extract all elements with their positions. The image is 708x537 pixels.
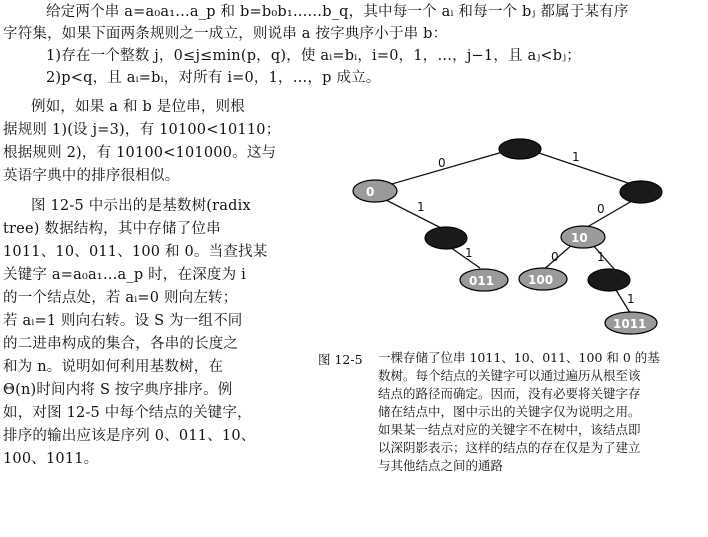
node-key-0: 0 — [366, 185, 375, 199]
edge-label-1: 1 — [597, 250, 605, 264]
left-text-line: 根据规则 2)，有 10100<101000。这与 — [3, 145, 277, 161]
caption-line: 结点的路径而确定。因而，没有必要将关键字存 — [378, 386, 641, 401]
caption-line: 一棵存储了位串 1011、10、011、100 和 0 的基 — [378, 350, 660, 365]
intro-line-2: 字符集，如果下面两条规则之一成立，则说串 a 按字典序小于串 b： — [3, 26, 448, 42]
left-text-line: 如，对图 12-5 中每个结点的关键字， — [3, 405, 252, 421]
left-text-line: 的一个结点处，若 aᵢ=0 则向左转； — [3, 290, 238, 306]
left-text-line: 100、1011。 — [3, 451, 99, 467]
caption-line: 如果某一结点对应的关键字不在树中，该结点即 — [378, 422, 641, 437]
node-key-011: 011 — [469, 274, 495, 288]
radix-tree-figure — [330, 130, 700, 340]
tree-node-0 — [353, 180, 397, 202]
left-text-line: tree) 数据结构，其中存储了位串 — [3, 221, 221, 237]
left-text-line: 1011、10、011、100 和 0。当查找某 — [3, 244, 268, 260]
left-text-line: 排序的输出应该是序列 0、011、10、 — [3, 428, 256, 444]
caption-line: 以深阴影表示；这样的结点的存在仅是为了建立 — [378, 440, 641, 455]
edge-label-1: 1 — [417, 200, 425, 214]
tree-node-1 — [620, 181, 662, 203]
left-text-line: 例如，如果 a 和 b 是位串，则根 — [31, 99, 245, 115]
edge-label-0: 0 — [551, 250, 559, 264]
left-text-line: Θ(n)时间内将 S 按字典序排序。例 — [3, 382, 233, 398]
tree-node-root — [499, 139, 541, 159]
left-text-line: 英语字典中的排序很相似。 — [3, 168, 180, 184]
left-text-line: 据规则 1)(设 j=3)，有 10100<10110； — [3, 122, 281, 138]
tree-edge — [527, 149, 637, 186]
node-key-100: 100 — [528, 273, 554, 287]
edge-label-1: 1 — [572, 150, 580, 164]
tree-node-01 — [425, 227, 467, 249]
caption-line: 与其他结点之间的通路 — [378, 458, 504, 473]
edge-label-1: 1 — [627, 292, 635, 306]
intro-line-1: 给定两个串 a=a₀a₁…a_p 和 b=b₀b₁……b_q，其中每一个 aᵢ 和每一个 bⱼ 都属于某有序 — [46, 4, 629, 20]
left-text-line: 关键字 a=a₀a₁…a_p 时，在深度为 i — [3, 267, 246, 283]
tree-edge — [378, 196, 445, 230]
rule-1: 1)存在一个整数 j，0≤j≤min(p，q)，使 aᵢ=bᵢ，i=0，1，…，j−1，且 aⱼ<bⱼ； — [46, 48, 581, 64]
tree-edge — [582, 198, 637, 230]
left-text-line: 和为 n。说明如何利用基数树，在 — [3, 359, 224, 375]
caption-line: 储在结点中，图中示出的关键字仅为说明之用。 — [378, 404, 641, 419]
figure-caption — [378, 349, 700, 475]
left-text-line: 的二进串构成的集合，各串的长度之 — [3, 336, 239, 352]
node-key-1011: 1011 — [613, 317, 647, 331]
node-key-10: 10 — [571, 231, 588, 245]
left-text-line: 图 12-5 中示出的是基数树(radix — [31, 198, 251, 214]
figure-label: 图 12-5 — [318, 352, 363, 367]
rule-2: 2)p<q，且 aᵢ=bᵢ，对所有 i=0，1，…，p 成立。 — [46, 70, 381, 86]
edge-label-0: 0 — [438, 156, 446, 170]
edge-label-1: 1 — [465, 246, 473, 260]
caption-line: 数树。每个结点的关键字可以通过遍历从根至该 — [378, 368, 641, 383]
tree-node-101 — [588, 269, 630, 291]
left-text-line: 若 aᵢ=1 则向右转。设 S 为一组不同 — [3, 313, 243, 329]
edge-label-0: 0 — [597, 202, 605, 216]
